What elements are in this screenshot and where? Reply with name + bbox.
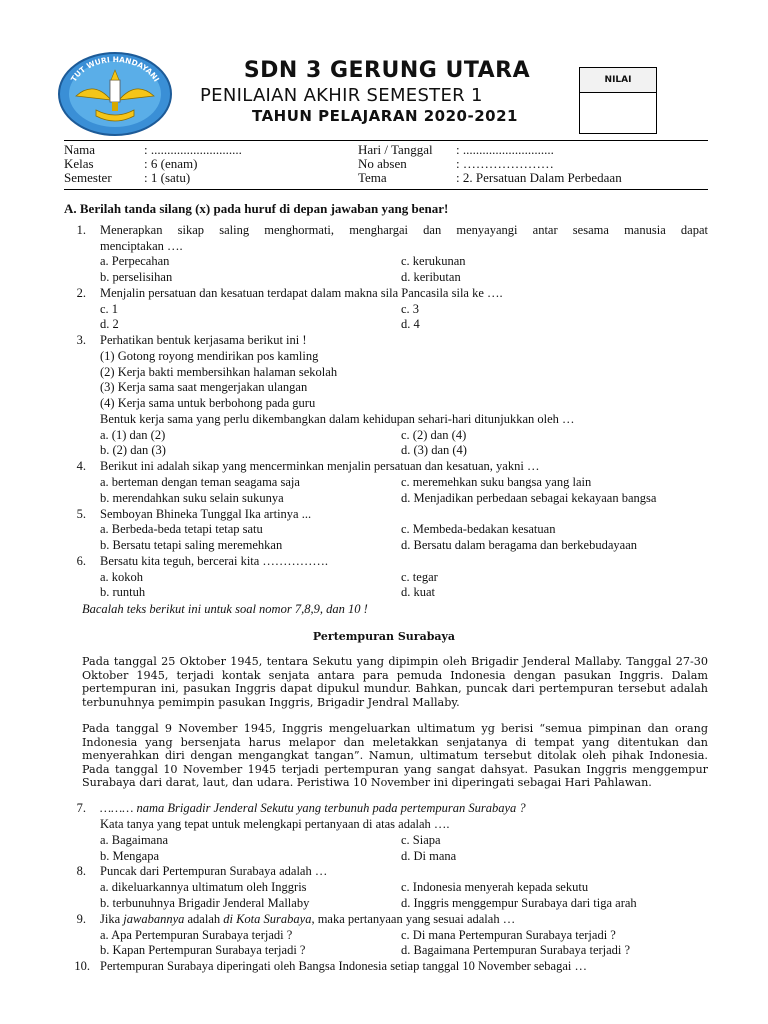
q2-option-b[interactable]: d. 2 [100, 317, 119, 331]
q4-option-c[interactable]: c. meremehkan suku bangsa yang lain [401, 475, 592, 489]
q6-option-c[interactable]: c. tegar [401, 570, 438, 584]
info-label-nama: Nama [64, 142, 96, 157]
q3-option-d[interactable]: d. (3) dan (4) [401, 443, 467, 457]
q4-option-a[interactable]: a. berteman dengan teman seagama saja [100, 475, 300, 489]
info-value-tema: : 2. Persatuan Dalam Perbedaan [456, 170, 622, 185]
q3-list-item: (2) Kerja bakti membersihkan halaman sekolah [100, 365, 338, 379]
q3-option-a[interactable]: a. (1) dan (2) [100, 428, 166, 442]
q7-option-a[interactable]: a. Bagaimana [100, 833, 169, 847]
question-number: 10. [74, 959, 90, 973]
question-7-prompt: Kata tanya yang tepat untuk melengkapi pertanyaan di atas adalah …. [100, 817, 450, 831]
score-box [579, 67, 657, 134]
header-divider [64, 140, 708, 141]
q3-option-b[interactable]: b. (2) dan (3) [100, 443, 166, 457]
q9-option-b[interactable]: b. Kapan Pertempuran Surabaya terjadi ? [100, 943, 306, 957]
question-10-text: Pertempuran Surabaya diperingati oleh Bangsa Indonesia setiap tanggal 10 November sebagai … [100, 959, 588, 973]
info-value-absen[interactable]: : ………………… [456, 156, 554, 171]
info-label-absen: No absen [358, 156, 407, 171]
q7-option-b[interactable]: b. Mengapa [100, 849, 160, 863]
info-value-nama[interactable]: : ............................ [144, 142, 242, 157]
info-label-hari: Hari / Tanggal [358, 142, 433, 157]
info-value-semester: : 1 (satu) [144, 170, 191, 185]
q2-option-c[interactable]: c. 3 [401, 302, 420, 316]
q8-option-a[interactable]: a. dikeluarkannya ultimatum oleh Inggris [100, 880, 307, 894]
info-value-kelas: : 6 (enam) [144, 156, 198, 171]
q6-option-b[interactable]: b. runtuh [100, 585, 146, 599]
question-7-text: ……… nama Brigadir Jenderal Sekutu yang terbunuh pada pertempuran Surabaya ? [100, 801, 526, 815]
question-number: 4. [76, 459, 86, 473]
q1-option-c[interactable]: c. kerukunan [401, 254, 466, 268]
q6-option-d[interactable]: d. kuat [401, 585, 436, 599]
school-name: SDN 3 GERUNG UTARA [243, 58, 531, 83]
q5-option-c[interactable]: c. Membeda-bedakan kesatuan [401, 522, 556, 536]
q7-option-d[interactable]: d. Di mana [401, 849, 457, 863]
question-1-text: Menerapkan sikap saling menghormati, menghargai dan menyayangi antar sesama manusia dapat [100, 223, 708, 237]
q2-option-d[interactable]: d. 4 [401, 317, 420, 331]
article-title: Pertempuran Surabaya [312, 630, 456, 643]
reading-instruction: Bacalah teks berikut ini untuk soal nomor 7,8,9, dan 10 ! [82, 602, 368, 616]
question-number: 7. [76, 801, 86, 815]
article-paragraph-2: Pada tanggal 9 November 1945, Inggris mengeluarkan ultimatum yg berisi “semua pimpinan dan orang Indonesia yang bersenjata harus melapor dan meletakkan senjatanya di tempat yang ditentukan dan menyerahkan diri dengan mengangkat tangan”. Namun, ultimatum tersebut ditolak oleh pihak Indonesia. Pada tanggal 10 November 1945 terjadi pertempuran yang sangat dahsyat. Pasukan Inggris menggempur Surabaya dari darat, laut, dan udara. Peristiwa 10 November ini diperingati sebagai Hari Pahlawan. [82, 722, 708, 790]
section-a-instruction: A. Berilah tanda silang (x) pada huruf di depan jawaban yang benar! [64, 201, 449, 216]
q8-option-b[interactable]: b. terbunuhnya Brigadir Jenderal Mallaby [100, 896, 310, 910]
q9-option-c[interactable]: c. Di mana Pertempuran Surabaya terjadi ? [401, 928, 616, 942]
q3-list-item: (4) Kerja sama untuk berbohong pada guru [100, 396, 316, 410]
article-paragraph-1: Pada tanggal 25 Oktober 1945, tentara Sekutu yang dipimpin oleh Brigadir Jenderal Mallaby. Tanggal 27-30 Oktober 1945, terjadi kontak senjata antara para pemuda Indonesia dengan pasukan Inggris. Dalam pertempuran ini, pasukan Inggris dapat dipukul mundur. Bahkan, puncak dari pertempuran tersebut adalah terbunuhnya pemimpin pasukan Inggris, Brigadir Jendral Mallaby. [82, 655, 708, 709]
question-number: 8. [76, 864, 86, 878]
question-9-text: Jika jawabannya adalah di Kota Surabaya, maka pertanyaan yang sesuai adalah … [100, 912, 516, 926]
q2-option-a[interactable]: c. 1 [100, 302, 119, 316]
info-divider [64, 189, 708, 190]
question-3-text: Perhatikan bentuk kerjasama berikut ini ! [100, 333, 307, 347]
info-value-hari[interactable]: : ............................ [456, 142, 554, 157]
question-number: 3. [76, 333, 86, 347]
q7-option-c[interactable]: c. Siapa [401, 833, 441, 847]
q1-option-a[interactable]: a. Perpecahan [100, 254, 170, 268]
question-2-text: Menjalin persatuan dan kesatuan terdapat dalam makna sila Pancasila sila ke …. [100, 286, 503, 300]
logo-text: TUT WURI HANDAYANI [68, 54, 162, 84]
question-5-text: Semboyan Bhineka Tunggal Ika artinya ... [100, 507, 312, 521]
q1-option-b[interactable]: b. perselisihan [100, 270, 173, 284]
q1-option-d[interactable]: d. keributan [401, 270, 461, 284]
q6-option-a[interactable]: a. kokoh [100, 570, 144, 584]
tut-wuri-handayani-logo-icon [56, 50, 174, 138]
q4-option-b[interactable]: b. merendahkan suku selain sukunya [100, 491, 284, 505]
q3-list-item: (3) Kerja sama saat mengerjakan ulangan [100, 380, 308, 394]
question-4-text: Berikut ini adalah sikap yang mencerminkan menjalin persatuan dan kesatuan, yakni … [100, 459, 540, 473]
info-label-kelas: Kelas [64, 156, 94, 171]
info-label-tema: Tema [358, 170, 387, 185]
q3-option-c[interactable]: c. (2) dan (4) [401, 428, 467, 442]
question-number: 5. [76, 507, 86, 521]
assessment-title: PENILAIAN AKHIR SEMESTER 1 [200, 85, 483, 106]
academic-year: TAHUN PELAJARAN 2020-2021 [252, 107, 518, 125]
question-1-text-cont: menciptakan …. [100, 239, 183, 253]
q8-option-c[interactable]: c. Indonesia menyerah kepada sekutu [401, 880, 589, 894]
question-number: 1. [76, 223, 86, 237]
question-number: 9. [76, 912, 86, 926]
q9-option-a[interactable]: a. Apa Pertempuran Surabaya terjadi ? [100, 928, 293, 942]
question-6-text: Bersatu kita teguh, bercerai kita ……………. [100, 554, 329, 568]
q5-option-b[interactable]: b. Bersatu tetapi saling meremehkan [100, 538, 283, 552]
q8-option-d[interactable]: d. Inggris menggempur Surabaya dari tiga arah [401, 896, 637, 910]
score-label: NILAI [580, 68, 656, 93]
question-8-text: Puncak dari Pertempuran Surabaya adalah … [100, 864, 328, 878]
q9-option-d[interactable]: d. Bagaimana Pertempuran Surabaya terjadi ? [401, 943, 631, 957]
q3-list-item: (1) Gotong royong mendirikan pos kamling [100, 349, 319, 363]
q5-option-a[interactable]: a. Berbeda-beda tetapi tetap satu [100, 522, 263, 536]
question-number: 2. [76, 286, 86, 300]
question-3-prompt: Bentuk kerja sama yang perlu dikembangkan dalam kehidupan sehari-hari ditunjukkan oleh … [100, 412, 575, 426]
q5-option-d[interactable]: d. Bersatu dalam beragama dan berkebudayaan [401, 538, 638, 552]
q4-option-d[interactable]: d. Menjadikan perbedaan sebagai kekayaan bangsa [401, 491, 657, 505]
info-label-semester: Semester [64, 170, 112, 185]
question-number: 6. [76, 554, 86, 568]
